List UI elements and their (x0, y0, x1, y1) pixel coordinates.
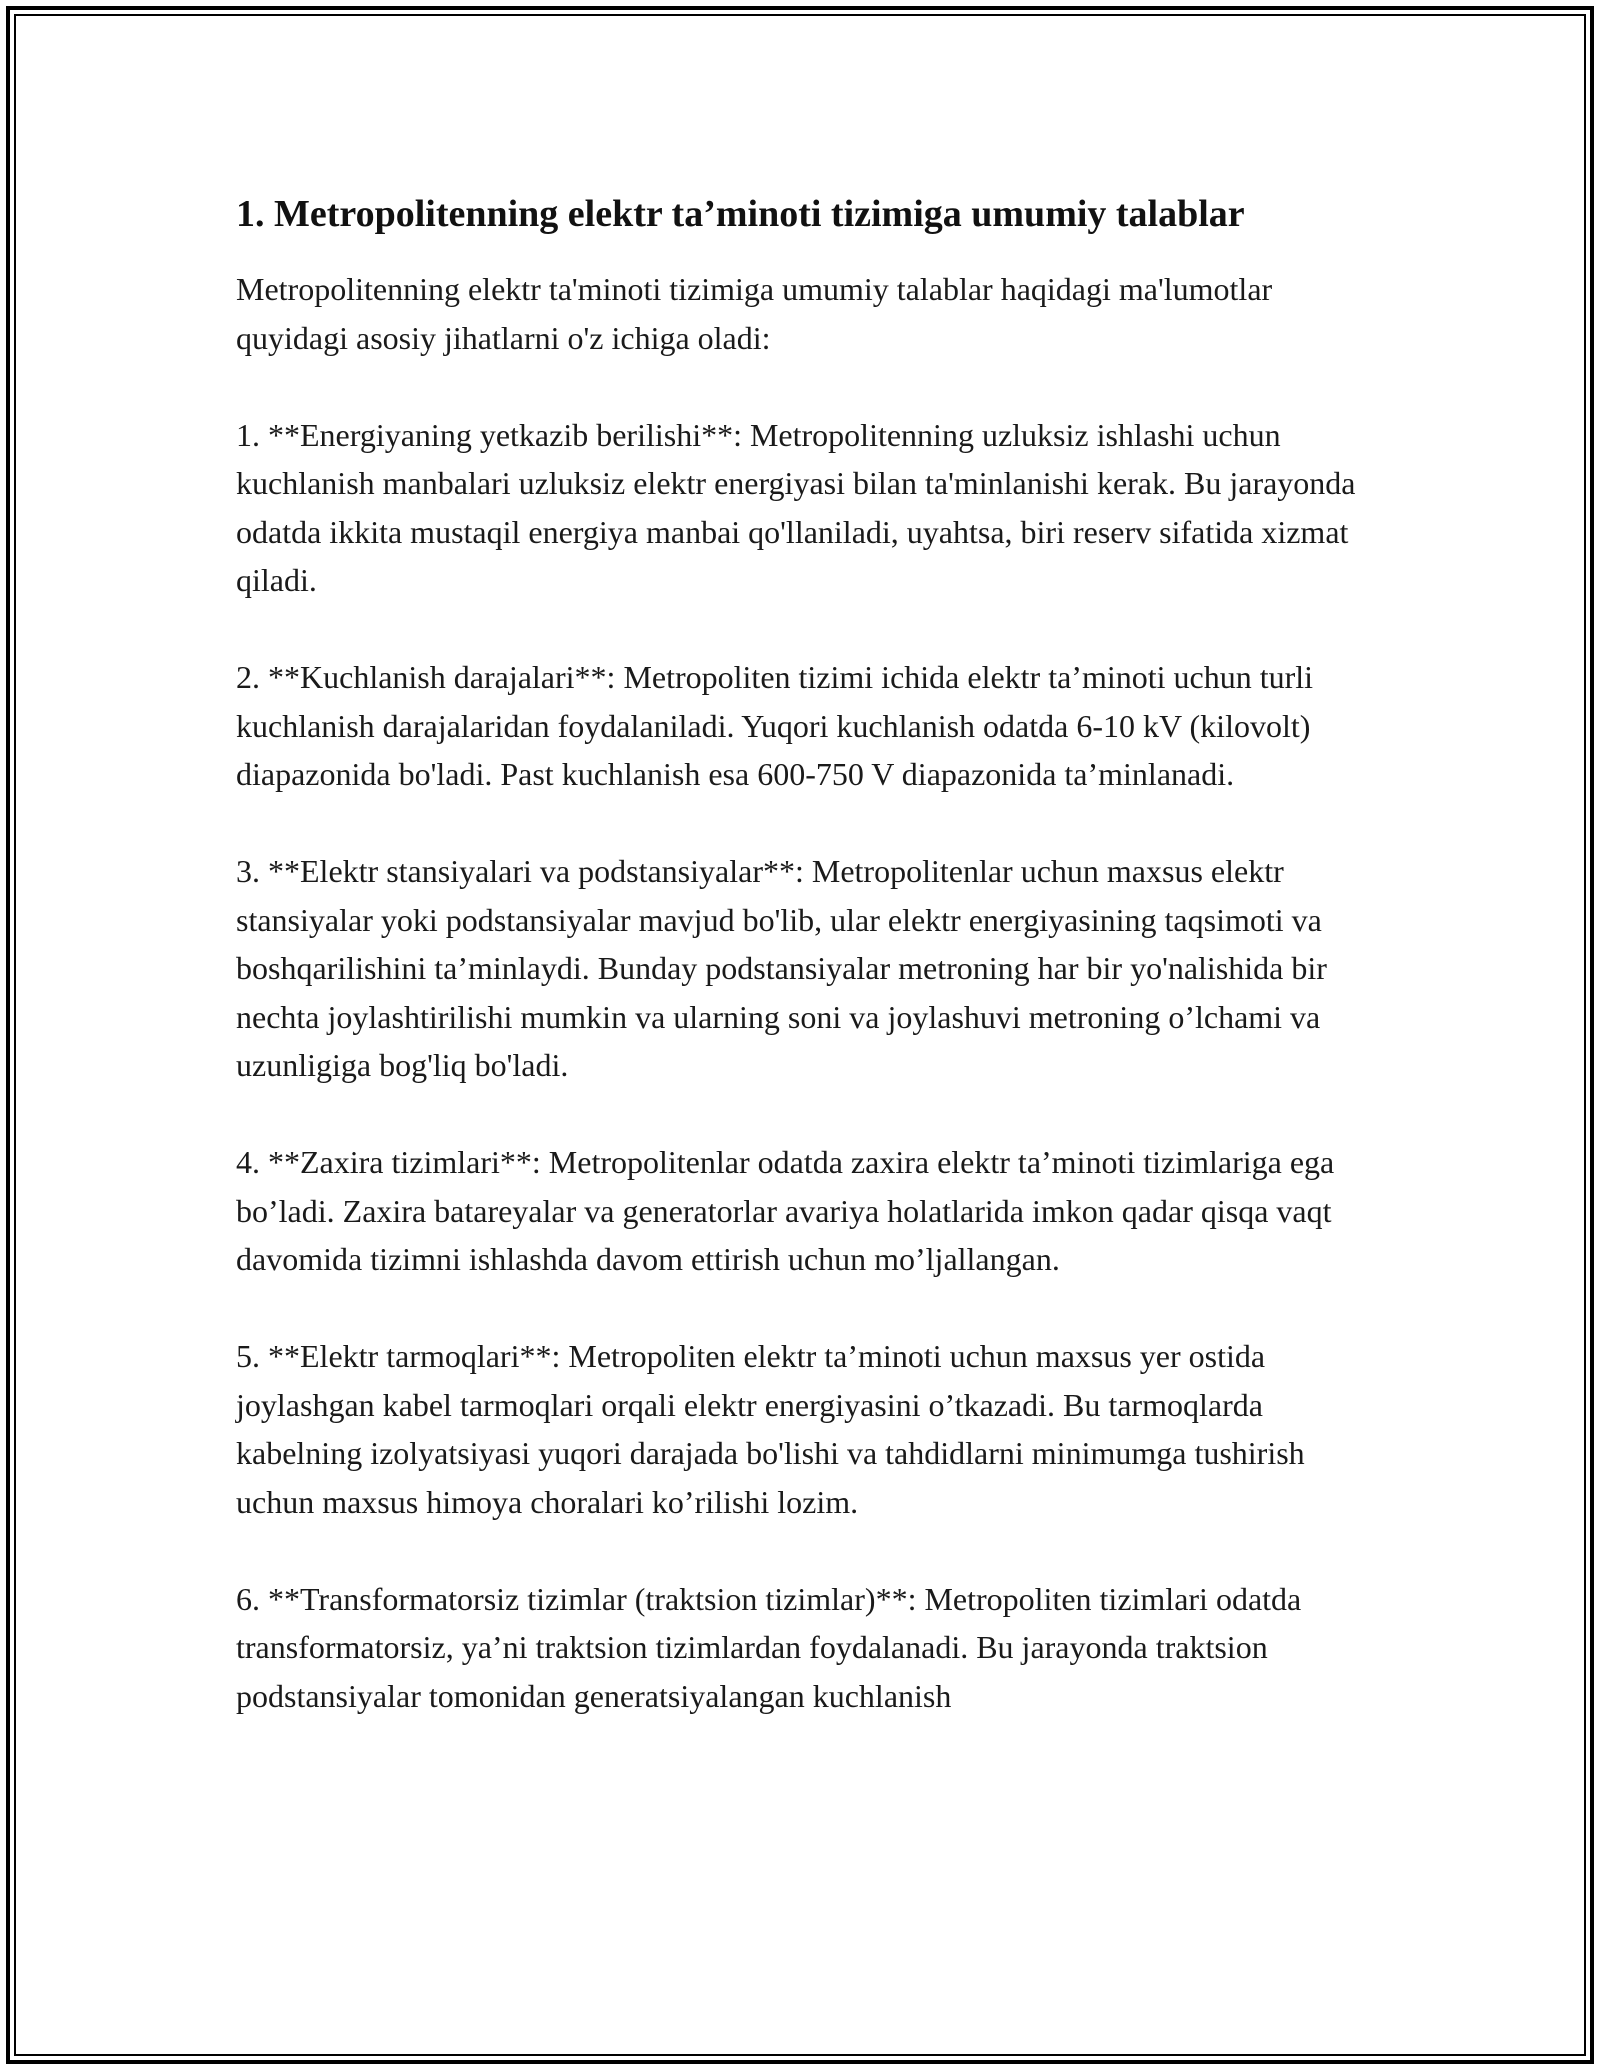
list-item-electric-networks: 5. **Elektr tarmoqlari**: Metropoliten elektr ta’minoti uchun maxsus yer ostida joylashgan kabel tarmoqlari orqali elektr energiyasini o’tkazadi. Bu tarmoqlarda kabelning izolyatsiyasi yuqori darajada bo'lishi va tahdidlarni minimumga tushirish uchun maxsus himoya choralari ko’rilishi lozim. (236, 1338, 1305, 1520)
document-body (236, 190, 1386, 1720)
list-item-energy-supply: 1. **Energiyaning yetkazib berilishi**: Metropolitenning uzluksiz ishlashi uchun kuchlanish manbalari uzluksiz elektr energiyasi bilan ta'minlanishi kerak. Bu jarayonda odatda ikkita mustaqil energiya manbai qo'llaniladi, uyahtsa, biri reserv sifatida xizmat qiladi. (236, 416, 1356, 598)
section-title: 1. Metropolitenning elektr ta’minoti tizimiga umumiy talablar (236, 193, 1245, 235)
intro-paragraph: Metropolitenning elektr ta'minoti tizimiga umumiy talablar haqidagi ma'lumotlar quyidagi asosiy jihatlarni o'z ichiga oladi: (236, 271, 1273, 356)
list-item-backup-systems: 4. **Zaxira tizimlari**: Metropolitenlar odatda zaxira elektr ta’minoti tizimlariga ega bo’ladi. Zaxira batareyalar va generatorlar avariya holatlarida imkon qadar qisqa vaqt davomida tizimni ishlashda davom ettirish uchun mo’ljallangan. (236, 1144, 1335, 1277)
list-item-voltage-levels: 2. **Kuchlanish darajalari**: Metropoliten tizimi ichida elektr ta’minoti uchun turli kuchlanish darajalaridan foydalaniladi. Yuqori kuchlanish odatda 6-10 kV (kilovolt) diapazonida bo'ladi. Past kuchlanish esa 600-750 V diapazonida ta’minlanadi. (236, 659, 1314, 792)
list-item-traction-systems: 6. **Transformatorsiz tizimlar (traktsion tizimlar)**: Metropoliten tizimlari odatda transformatorsiz, ya’ni traktsion tizimlardan foydalanadi. Bu jarayonda traktsion podstansiyalar tomonidan generatsiyalangan kuchlanish (236, 1580, 1302, 1714)
list-item-substations: 3. **Elektr stansiyalari va podstansiyalar**: Metropolitenlar uchun maxsus elektr stansiyalar yoki podstansiyalar mavjud bo'lib, ular elektr energiyasining taqsimoti va boshqarilishini ta’minlaydi. Bunday podstansiyalar metroning har bir yo'nalishida bir nechta joylashtirilishi mumkin va ularning soni va joylashuvi metroning o’lchami va uzunligiga bog'liq bo'ladi. (236, 853, 1327, 1083)
